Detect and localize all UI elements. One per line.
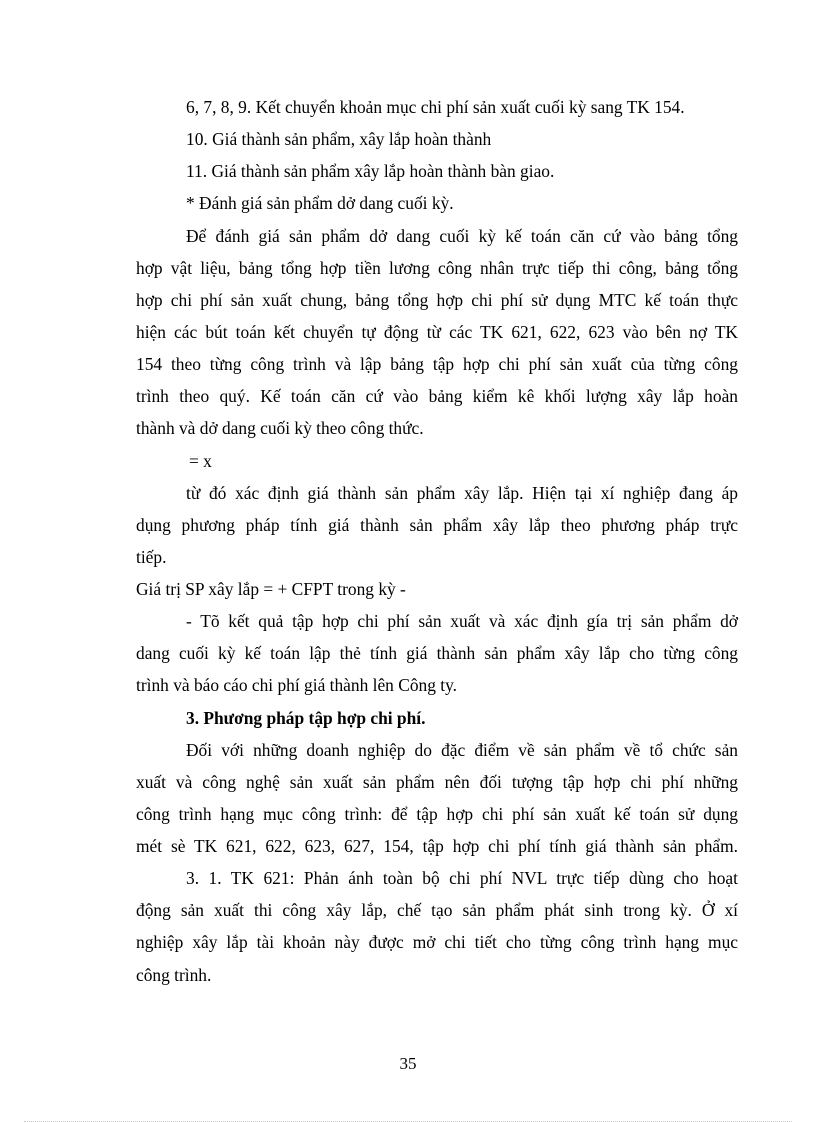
page-bottom-divider xyxy=(24,1121,792,1122)
text-line: thành và dở dang cuối kỳ theo công thức. xyxy=(136,418,424,438)
text-line: từ đó xác định giá thành sản phẩm xây lắp. Hiện tại xí nghiệp đang áp xyxy=(186,483,738,503)
text-line: hợp chi phí sản xuất chung, bảng tổng hợp chi phí sử dụng MTC kế toán thực xyxy=(136,290,738,310)
text-line: công trình hạng mục công trình: để tập hợp chi phí sản xuất kế toán sử dụng xyxy=(136,804,738,824)
section-heading: 3. Phương pháp tập hợp chi phí. xyxy=(186,708,426,728)
text-line: trình theo quý. Kế toán căn cứ vào bảng kiểm kê khối lượng xây lắp hoàn xyxy=(136,386,738,406)
text-line: hiện các bút toán kết chuyển tự động từ các TK 621, 622, 623 vào bên nợ TK xyxy=(136,322,738,342)
text-line: mét sè TK 621, 622, 623, 627, 154, tập hợp chi phí tính giá thành sản phẩm. xyxy=(136,836,738,856)
text-line: hợp vật liệu, bảng tổng hợp tiền lương công nhân trực tiếp thi công, bảng tổng xyxy=(136,258,738,278)
text-line: 154 theo từng công trình và lập bảng tập hợp chi phí sản xuất của từng công xyxy=(136,354,738,374)
formula-line: = x xyxy=(189,451,212,471)
text-line: dụng phương pháp tính giá thành sản phẩm xây lắp theo phương pháp trực xyxy=(136,515,738,535)
section-note: * Đánh giá sản phẩm dở dang cuối kỳ. xyxy=(186,193,454,213)
text-line: 10. Giá thành sản phẩm, xây lắp hoàn thành xyxy=(186,129,492,149)
text-line: Đối với những doanh nghiệp do đặc điểm về sản phẩm về tổ chức sản xyxy=(186,740,738,760)
page-number: 35 xyxy=(399,1054,417,1073)
text-line: tiếp. xyxy=(136,547,167,567)
text-line: 3. 1. TK 621: Phản ánh toàn bộ chi phí NVL trực tiếp dùng cho hoạt xyxy=(186,868,738,888)
text-line: 11. Giá thành sản phẩm xây lắp hoàn thành bàn giao. xyxy=(186,161,555,181)
text-line: - Tõ kết quả tập hợp chi phí sản xuất và xác định gía trị sản phẩm dở xyxy=(186,611,738,631)
text-line: công trình. xyxy=(136,965,212,985)
text-line: động sản xuất thi công xây lắp, chế tạo sản phẩm phát sinh trong kỳ. Ở xí xyxy=(136,900,738,920)
text-line: Để đánh giá sản phẩm dở dang cuối kỳ kế toán căn cứ vào bảng tổng xyxy=(186,226,738,246)
formula-line: Giá trị SP xây lắp = + CFPT trong kỳ - xyxy=(136,579,406,599)
text-line: dang cuối kỳ kế toán lập thẻ tính giá thành sản phẩm xây lắp cho từng công xyxy=(136,643,738,663)
text-line: trình và báo cáo chi phí giá thành lên Công ty. xyxy=(136,675,458,695)
text-line: nghiệp xây lắp tài khoản này được mở chi tiết cho từng công trình hạng mục xyxy=(136,932,738,952)
text-line: xuất và công nghệ sản xuất sản phẩm nên đối tượng tập hợp chi phí những xyxy=(136,772,738,792)
text-line: 6, 7, 8, 9. Kết chuyển khoản mục chi phí sản xuất cuối kỳ sang TK 154. xyxy=(186,97,685,117)
